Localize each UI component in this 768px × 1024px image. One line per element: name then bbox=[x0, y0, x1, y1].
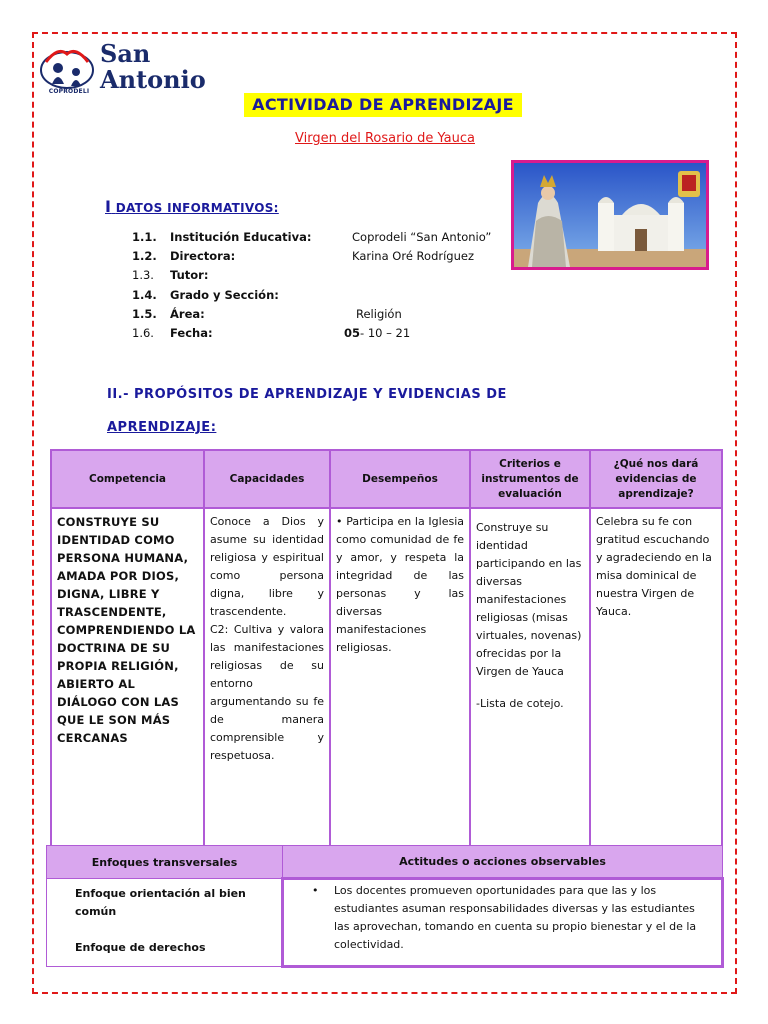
section2-title-line2: APRENDIZAJE: bbox=[107, 420, 217, 435]
enfoques-header-row bbox=[47, 846, 723, 879]
info-num: 1.5. bbox=[132, 307, 157, 321]
enfoques-row bbox=[47, 879, 723, 967]
section1-roman: I bbox=[105, 197, 112, 216]
info-num: 1.3. bbox=[132, 268, 154, 282]
logo-word-1: San bbox=[100, 39, 151, 68]
info-value: Coprodeli “San Antonio” bbox=[352, 230, 492, 244]
cell-capacidades bbox=[204, 508, 330, 848]
info-label: Tutor: bbox=[170, 268, 209, 282]
table-header-row bbox=[51, 450, 722, 508]
section2-title-line1: II.- PROPÓSITOS DE APRENDIZAJE Y EVIDENCIAS DE bbox=[107, 387, 507, 402]
header-desempenos: Desempeños bbox=[330, 450, 470, 508]
desempeno-text: • Participa en la Iglesia como comunidad de fe y amor, y respeta la integridad de las personas y las diversas manifestaciones religiosas. bbox=[336, 515, 464, 654]
competencia-text: CONSTRUYE SU IDENTIDAD COMO PERSONA HUMANA, AMADA POR DIOS, DIGNA, LIBRE Y TRASCENDENTE, COMPRENDIENDO LA DOCTRINA DE SU PROPIA RELIGIÓN, ABIERTO AL DIÁLOGO CON LAS QUE LE SON MÁS CERCANAS bbox=[57, 515, 196, 745]
info-label: Fecha: bbox=[170, 326, 213, 340]
evidencia-text: Celebra su fe con gratitud escuchando y agradeciendo en la misa dominical de nuestra Virgen de Yauca. bbox=[596, 515, 712, 618]
header-criterios: Criterios e instrumentos de evaluación bbox=[470, 450, 590, 508]
enfoques-table bbox=[46, 845, 724, 968]
header-evidencias: ¿Qué nos dará evidencias de aprendizaje? bbox=[590, 450, 722, 508]
section1-title bbox=[105, 197, 279, 216]
info-value: Religión bbox=[356, 307, 402, 321]
school-logo bbox=[38, 40, 218, 102]
cell-enfoques bbox=[47, 879, 283, 967]
info-value bbox=[344, 326, 544, 340]
info-num: 1.4. bbox=[132, 288, 157, 302]
actitud-text: Los docentes promueven oportunidades para que las y los estudiantes asuman responsabilidades diversas y las estudiantes las aprovechan, tomando en cuenta su propio bienestar y el de la colectividad. bbox=[334, 884, 697, 951]
page-subtitle: Virgen del Rosario de Yauca bbox=[295, 131, 475, 146]
info-num: 1.6. bbox=[132, 326, 154, 340]
info-num: 1.2. bbox=[132, 249, 157, 263]
info-label: Área: bbox=[170, 307, 205, 321]
info-label: Institución Educativa: bbox=[170, 230, 312, 244]
header-capacidades: Capacidades bbox=[204, 450, 330, 508]
logo-word-2: Antonio bbox=[100, 65, 206, 94]
competency-table bbox=[50, 449, 723, 849]
header-enfoques: Enfoques transversales bbox=[47, 846, 283, 879]
instrumento-text: -Lista de cotejo. bbox=[476, 697, 564, 710]
date-rest: - 10 – 21 bbox=[360, 326, 411, 340]
info-label: Grado y Sección: bbox=[170, 288, 279, 302]
cell-actitudes bbox=[283, 879, 723, 967]
enfoque-derechos: Enfoque de derechos bbox=[75, 941, 206, 954]
criterio-text: Construye su identidad participando en las diversas manifestaciones religiosas (misas virtuales, novenas) ofrecidas por la Virgen de Yauca bbox=[476, 521, 582, 678]
date-day: 05 bbox=[344, 326, 361, 340]
header-competencia: Competencia bbox=[51, 450, 204, 508]
info-num: 1.1. bbox=[132, 230, 157, 244]
header-actitudes: Actitudes o acciones observables bbox=[283, 846, 723, 879]
capacidad-2: C2: Cultiva y valora las manifestaciones religiosas de su entorno argumentando su fe de manera comprensible y respetuosa. bbox=[210, 623, 324, 762]
logo-subtext: COPRODELI bbox=[48, 88, 90, 95]
page-title: ACTIVIDAD DE APRENDIZAJE bbox=[244, 93, 522, 117]
cell-desempenos bbox=[330, 508, 470, 848]
cell-competencia bbox=[51, 508, 204, 848]
info-value: Karina Oré Rodríguez bbox=[352, 249, 474, 263]
table-row bbox=[51, 508, 722, 848]
cell-criterios bbox=[470, 508, 590, 848]
capacidad-1: Conoce a Dios y asume su identidad religiosa y espiritual como persona digna, libre y trascendente. bbox=[210, 515, 324, 618]
bullet-icon: • bbox=[312, 884, 319, 897]
info-label: Directora: bbox=[170, 249, 236, 263]
cell-evidencias bbox=[590, 508, 722, 848]
section1-label: DATOS INFORMATIVOS: bbox=[115, 201, 279, 215]
enfoque-bien-comun: Enfoque orientación al bien común bbox=[75, 887, 246, 918]
